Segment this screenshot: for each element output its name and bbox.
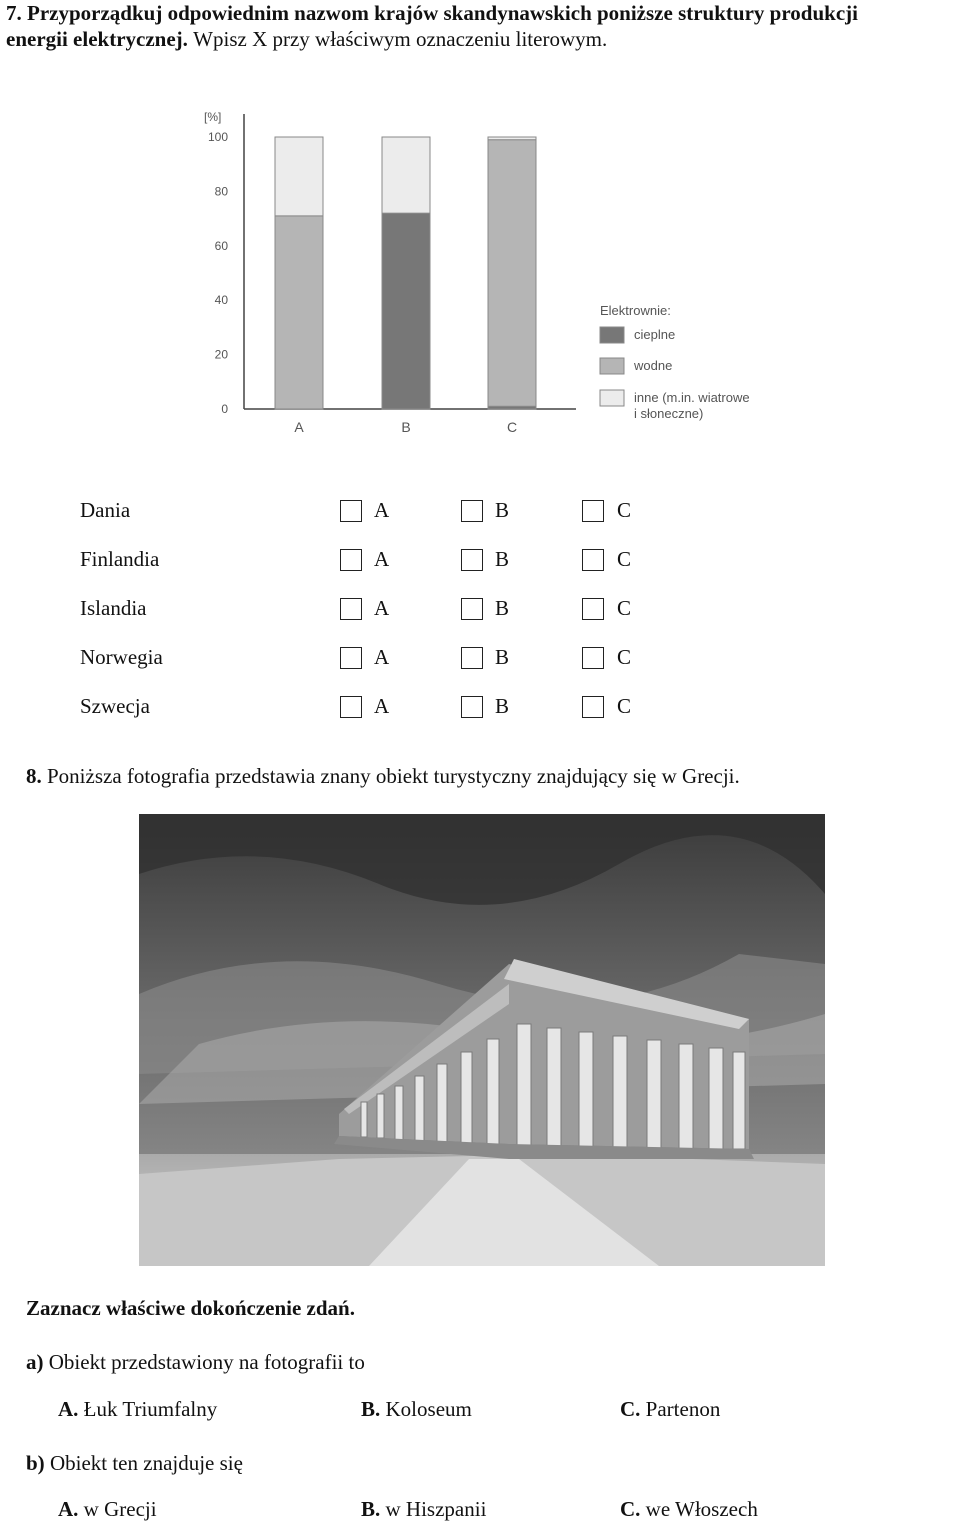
option-label-a: A (374, 645, 390, 669)
country-name: Szwecja (80, 694, 150, 718)
x-tick-label: B (401, 419, 411, 435)
y-tick-label: 100 (207, 130, 228, 144)
option-label-c: C (617, 498, 632, 522)
y-tick-label: 60 (214, 238, 228, 253)
answer-text: w Grecji (83, 1497, 157, 1521)
question-text-line1: Przyporządkuj odpowiednim nazwom krajów skandynawskich poniższe struktury produkcji (27, 1, 858, 25)
option-label-a: A (374, 694, 390, 718)
legend-label: inne (m.in. wiatrowe (634, 390, 750, 405)
checkbox-a[interactable] (340, 696, 362, 718)
part-b-label: b) (26, 1451, 45, 1475)
question-7-text (6, 0, 956, 52)
option-label-b: B (495, 498, 510, 522)
option-label-b: B (495, 596, 510, 620)
legend-label: wodne (634, 358, 673, 373)
x-tick-label: C (506, 419, 518, 435)
y-tick-label: 80 (214, 184, 228, 199)
parthenon-photo (139, 814, 825, 1266)
part-a-answer-a[interactable] (58, 1397, 217, 1422)
part-a-answer-c[interactable] (620, 1397, 720, 1422)
question-instruction: Wpisz X przy właściwym oznaczeniu literowym. (193, 27, 608, 51)
country-row (80, 645, 680, 675)
checkbox-b[interactable] (461, 598, 483, 620)
checkbox-a[interactable] (340, 598, 362, 620)
option-label-c: C (617, 694, 632, 718)
y-tick-label: 0 (221, 402, 228, 416)
answer-text: we Włoszech (645, 1497, 758, 1521)
answer-text: w Hiszpanii (385, 1497, 487, 1521)
bar-segment (382, 137, 430, 213)
checkbox-a[interactable] (340, 647, 362, 669)
legend-title: Elektrownie: (600, 303, 671, 318)
option-label-a: A (374, 547, 390, 571)
y-tick-label: 20 (214, 347, 228, 362)
y-tick-label: 40 (214, 293, 228, 308)
part-b-answer-b[interactable] (361, 1497, 486, 1522)
answer-letter: A. (58, 1497, 79, 1521)
checkbox-b[interactable] (461, 647, 483, 669)
checkbox-c[interactable] (582, 549, 604, 571)
country-row (80, 498, 680, 528)
task-instruction: Zaznacz właściwe dokończenie zdań. (26, 1296, 355, 1320)
legend-label: cieplne (634, 327, 676, 342)
option-label-a: A (374, 596, 390, 620)
part-a-text: Obiekt przedstawiony na fotografii to (48, 1350, 365, 1374)
answer-text: Łuk Triumfalny (83, 1397, 218, 1421)
bar-segment (488, 137, 536, 140)
answer-letter: C. (620, 1497, 641, 1521)
bar-segment (275, 216, 323, 409)
legend-label: i słoneczne) (634, 406, 704, 421)
energy-structure-chart (196, 104, 776, 444)
option-label-c: C (617, 547, 632, 571)
question-number: 7. (6, 1, 22, 25)
country-name: Islandia (80, 596, 147, 620)
answer-letter: B. (361, 1497, 381, 1521)
answer-letter: B. (361, 1397, 381, 1421)
checkbox-b[interactable] (461, 500, 483, 522)
question-number: 8. (26, 764, 42, 788)
checkbox-b[interactable] (461, 549, 483, 571)
legend-swatch (600, 358, 624, 374)
checkbox-c[interactable] (582, 696, 604, 718)
option-label-b: B (495, 645, 510, 669)
country-row (80, 694, 680, 724)
answer-text: Koloseum (385, 1397, 472, 1421)
part-a-prompt (26, 1350, 365, 1375)
country-row (80, 547, 680, 577)
part-b-text: Obiekt ten znajduje się (49, 1451, 243, 1475)
answer-letter: C. (620, 1397, 641, 1421)
checkbox-c[interactable] (582, 647, 604, 669)
option-label-b: B (495, 547, 510, 571)
part-a-answer-b[interactable] (361, 1397, 472, 1422)
country-name: Norwegia (80, 645, 163, 669)
bar-segment (275, 137, 323, 216)
option-label-a: A (374, 498, 390, 522)
answer-text: Partenon (645, 1397, 721, 1421)
option-label-c: C (617, 645, 632, 669)
option-label-b: B (495, 694, 510, 718)
checkbox-b[interactable] (461, 696, 483, 718)
part-b-answer-c[interactable] (620, 1497, 758, 1522)
part-b-prompt (26, 1451, 243, 1476)
x-tick-label: A (294, 419, 304, 435)
legend-swatch (600, 390, 624, 406)
question-text: Poniższa fotografia przedstawia znany obiekt turystyczny znajdujący się w Grecji. (47, 764, 740, 788)
part-a-label: a) (26, 1350, 44, 1374)
country-row (80, 596, 680, 626)
y-axis-label: [%] (204, 110, 222, 124)
checkbox-a[interactable] (340, 549, 362, 571)
legend-swatch (600, 327, 624, 343)
checkbox-c[interactable] (582, 598, 604, 620)
question-text-bold: energii elektrycznej. (6, 27, 188, 51)
part-b-answer-a[interactable] (58, 1497, 157, 1522)
checkbox-a[interactable] (340, 500, 362, 522)
checkbox-c[interactable] (582, 500, 604, 522)
question-8-text (26, 764, 740, 789)
answer-letter: A. (58, 1397, 79, 1421)
country-name: Finlandia (80, 547, 160, 571)
country-name: Dania (80, 498, 131, 522)
bar-segment (382, 213, 430, 409)
option-label-c: C (617, 596, 632, 620)
bar-segment (488, 140, 536, 407)
